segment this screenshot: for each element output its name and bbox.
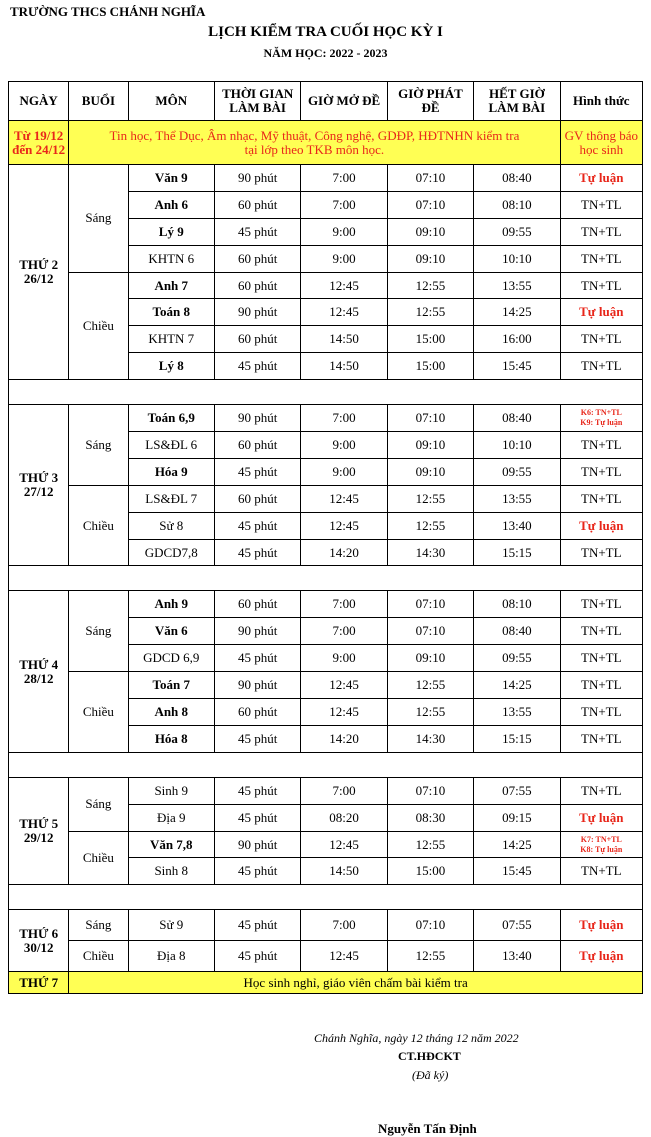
open-time-cell: 7:00 — [301, 191, 387, 218]
open-time-cell: 9:00 — [301, 458, 387, 485]
duration-cell: 60 phút — [214, 191, 300, 218]
day-name: THỨ 3 — [19, 470, 59, 486]
end-time-cell: 15:45 — [474, 858, 560, 885]
hand-out-time-cell: 09:10 — [387, 458, 473, 485]
hand-out-time-cell: 09:10 — [387, 432, 473, 459]
hand-out-time-cell: 12:55 — [387, 672, 473, 699]
open-time-cell: 12:45 — [301, 941, 387, 972]
duration-cell: 45 phút — [214, 941, 300, 972]
open-time-cell: 08:20 — [301, 804, 387, 831]
format-cell: Tự luận — [560, 512, 642, 539]
subject-cell: GDCD 6,9 — [128, 645, 214, 672]
open-time-cell: 12:45 — [301, 299, 387, 326]
separator-row — [9, 885, 643, 910]
subject-cell: Văn 9 — [128, 165, 214, 192]
duration-cell: 45 phút — [214, 725, 300, 752]
duration-cell: 45 phút — [214, 218, 300, 245]
day-cell — [9, 777, 69, 885]
subject-cell: Sử 9 — [128, 910, 214, 941]
table-row — [9, 591, 643, 618]
hand-out-time-cell: 15:00 — [387, 858, 473, 885]
exam-schedule-table — [8, 81, 643, 994]
subject-cell: Địa 8 — [128, 941, 214, 972]
day-date: 30/12 — [23, 939, 54, 955]
open-time-cell: 12:45 — [301, 831, 387, 858]
end-time-cell: 14:25 — [474, 831, 560, 858]
subject-cell: KHTN 6 — [128, 245, 214, 272]
duration-cell: 45 phút — [214, 858, 300, 885]
duration-cell: 90 phút — [214, 672, 300, 699]
end-time-cell: 13:40 — [474, 512, 560, 539]
col-header-end-time: HẾT GIỜ LÀM BÀI — [474, 82, 560, 121]
format-cell: TN+TL — [560, 218, 642, 245]
hand-out-time-cell: 09:10 — [387, 218, 473, 245]
open-time-cell: 9:00 — [301, 645, 387, 672]
hand-out-time-cell: 07:10 — [387, 910, 473, 941]
footer-signer-name: Nguyễn Tấn Định — [378, 1121, 477, 1136]
subject-cell: Hóa 8 — [128, 725, 214, 752]
format-cell: Tự luận — [560, 910, 642, 941]
duration-cell: 45 phút — [214, 777, 300, 804]
format-cell: TN+TL — [560, 699, 642, 726]
hand-out-time-cell: 12:55 — [387, 299, 473, 326]
duration-cell: 60 phút — [214, 699, 300, 726]
intro-format: GV thông báo học sinh — [560, 121, 642, 165]
end-time-cell: 08:10 — [474, 191, 560, 218]
format-line: K9: Tự luận — [580, 418, 623, 428]
open-time-cell: 14:50 — [301, 326, 387, 353]
session-cell: Sáng — [69, 405, 128, 486]
open-time-cell: 14:20 — [301, 539, 387, 566]
session-cell: Sáng — [69, 777, 128, 831]
duration-cell: 90 phút — [214, 618, 300, 645]
end-time-cell: 13:55 — [474, 485, 560, 512]
hand-out-time-cell: 07:10 — [387, 165, 473, 192]
hand-out-time-cell: 07:10 — [387, 618, 473, 645]
duration-cell: 45 phút — [214, 539, 300, 566]
saturday-row — [9, 972, 643, 994]
session-cell: Chiều — [69, 485, 128, 566]
end-time-cell: 08:40 — [474, 405, 560, 432]
hand-out-time-cell: 12:55 — [387, 272, 473, 299]
hand-out-time-cell: 07:10 — [387, 405, 473, 432]
day-cell — [9, 165, 69, 380]
format-cell — [560, 405, 642, 432]
day-name: THỨ 5 — [19, 816, 59, 832]
duration-cell: 60 phút — [214, 485, 300, 512]
day-cell — [9, 591, 69, 752]
separator-cell — [9, 885, 643, 910]
col-header-duration: THỜI GIAN LÀM BÀI — [214, 82, 300, 121]
open-time-cell: 12:45 — [301, 512, 387, 539]
subject-cell: GDCD7,8 — [128, 539, 214, 566]
open-time-cell: 12:45 — [301, 485, 387, 512]
hand-out-time-cell: 12:55 — [387, 485, 473, 512]
format-cell: TN+TL — [560, 618, 642, 645]
open-time-cell: 7:00 — [301, 777, 387, 804]
separator-cell — [9, 380, 643, 405]
subject-cell: Văn 7,8 — [128, 831, 214, 858]
subject-cell: Hóa 9 — [128, 458, 214, 485]
day-date: 29/12 — [23, 830, 54, 846]
duration-cell: 45 phút — [214, 353, 300, 380]
hand-out-time-cell: 07:10 — [387, 591, 473, 618]
footer-signed: (Đã ký) — [412, 1068, 449, 1082]
col-header-subject: MÔN — [128, 82, 214, 121]
subject-cell: Toán 7 — [128, 672, 214, 699]
table-row — [9, 672, 643, 699]
schedule-body — [9, 121, 643, 994]
duration-cell: 60 phút — [214, 245, 300, 272]
duration-cell: 60 phút — [214, 326, 300, 353]
session-cell: Sáng — [69, 910, 128, 941]
page-title: LỊCH KIỂM TRA CUỐI HỌC KỲ I — [208, 24, 443, 40]
subject-cell: Anh 8 — [128, 699, 214, 726]
format-cell: Tự luận — [560, 299, 642, 326]
hand-out-time-cell: 09:10 — [387, 645, 473, 672]
open-time-cell: 14:50 — [301, 858, 387, 885]
open-time-cell: 12:45 — [301, 272, 387, 299]
end-time-cell: 09:55 — [474, 458, 560, 485]
subject-cell: Văn 6 — [128, 618, 214, 645]
col-header-format: Hình thức — [560, 82, 642, 121]
subject-cell: LS&ĐL 7 — [128, 485, 214, 512]
col-header-open-time: GIỜ MỞ ĐỀ — [301, 82, 387, 121]
subject-cell: Anh 6 — [128, 191, 214, 218]
day-cell — [9, 405, 69, 566]
hand-out-time-cell: 12:55 — [387, 831, 473, 858]
end-time-cell: 15:45 — [474, 353, 560, 380]
table-row — [9, 165, 643, 192]
table-row — [9, 777, 643, 804]
format-line: K6: TN+TL — [580, 408, 622, 418]
end-time-cell: 16:00 — [474, 326, 560, 353]
end-time-cell: 08:10 — [474, 591, 560, 618]
table-row — [9, 405, 643, 432]
day-date: 26/12 — [23, 271, 54, 287]
session-cell: Sáng — [69, 591, 128, 672]
end-time-cell: 10:10 — [474, 432, 560, 459]
hand-out-time-cell: 12:55 — [387, 512, 473, 539]
end-time-cell: 09:55 — [474, 645, 560, 672]
subject-cell: Lý 9 — [128, 218, 214, 245]
format-cell: TN+TL — [560, 326, 642, 353]
subject-cell: Lý 8 — [128, 353, 214, 380]
intro-row — [9, 121, 643, 165]
intro-subjects: Tin học, Thể Dục, Âm nhạc, Mỹ thuật, Công nghệ, GDĐP, HĐTNHN kiểm tra tại lớp theo TKB môn học. — [69, 121, 560, 165]
hand-out-time-cell: 15:00 — [387, 353, 473, 380]
duration-cell: 45 phút — [214, 645, 300, 672]
end-time-cell: 14:25 — [474, 299, 560, 326]
separator-cell — [9, 752, 643, 777]
open-time-cell: 14:50 — [301, 353, 387, 380]
hand-out-time-cell: 08:30 — [387, 804, 473, 831]
separator-row — [9, 380, 643, 405]
open-time-cell: 7:00 — [301, 618, 387, 645]
header-row — [9, 82, 643, 121]
duration-cell: 60 phút — [214, 432, 300, 459]
format-cell: Tự luận — [560, 165, 642, 192]
saturday-day: THỨ 7 — [9, 972, 69, 994]
format-cell: TN+TL — [560, 645, 642, 672]
hand-out-time-cell: 12:55 — [387, 699, 473, 726]
subject-cell: Địa 9 — [128, 804, 214, 831]
day-name: THỨ 4 — [19, 656, 59, 672]
end-time-cell: 09:55 — [474, 218, 560, 245]
day-name: THỨ 6 — [19, 925, 59, 941]
format-cell: TN+TL — [560, 858, 642, 885]
session-cell: Chiều — [69, 941, 128, 972]
saturday-note: Học sinh nghỉ, giáo viên chấm bài kiểm tra — [69, 972, 643, 994]
table-row — [9, 485, 643, 512]
duration-cell: 90 phút — [214, 165, 300, 192]
col-header-day: NGÀY — [9, 82, 69, 121]
subject-cell: Anh 9 — [128, 591, 214, 618]
format-cell: TN+TL — [560, 458, 642, 485]
table-row — [9, 272, 643, 299]
day-date: 27/12 — [23, 484, 54, 500]
end-time-cell: 09:15 — [474, 804, 560, 831]
table-row — [9, 910, 643, 941]
subject-cell: Sử 8 — [128, 512, 214, 539]
open-time-cell: 7:00 — [301, 591, 387, 618]
end-time-cell: 13:55 — [474, 272, 560, 299]
duration-cell: 90 phút — [214, 299, 300, 326]
hand-out-time-cell: 15:00 — [387, 326, 473, 353]
subject-cell: LS&ĐL 6 — [128, 432, 214, 459]
separator-row — [9, 566, 643, 591]
subject-cell: KHTN 7 — [128, 326, 214, 353]
end-time-cell: 15:15 — [474, 725, 560, 752]
open-time-cell: 7:00 — [301, 910, 387, 941]
hand-out-time-cell: 07:10 — [387, 777, 473, 804]
format-cell: TN+TL — [560, 353, 642, 380]
format-line: K7: TN+TL — [580, 834, 622, 844]
subject-cell: Toán 6,9 — [128, 405, 214, 432]
end-time-cell: 15:15 — [474, 539, 560, 566]
open-time-cell: 9:00 — [301, 245, 387, 272]
format-cell — [560, 831, 642, 858]
format-cell: TN+TL — [560, 591, 642, 618]
end-time-cell: 10:10 — [474, 245, 560, 272]
format-cell: TN+TL — [560, 191, 642, 218]
school-name: TRƯỜNG THCS CHÁNH NGHĨA — [10, 4, 206, 19]
footer-place-date: Chánh Nghĩa, ngày 12 tháng 12 năm 2022 — [314, 1031, 519, 1045]
duration-cell: 90 phút — [214, 405, 300, 432]
duration-cell: 45 phút — [214, 910, 300, 941]
separator-row — [9, 752, 643, 777]
duration-cell: 90 phút — [214, 831, 300, 858]
format-line: K8: Tự luận — [580, 844, 623, 854]
subject-cell: Sinh 8 — [128, 858, 214, 885]
end-time-cell: 13:55 — [474, 699, 560, 726]
hand-out-time-cell: 14:30 — [387, 539, 473, 566]
footer-role: CT.HĐCKT — [398, 1049, 461, 1063]
subject-cell: Anh 7 — [128, 272, 214, 299]
day-date: 28/12 — [23, 670, 54, 686]
session-cell: Chiều — [69, 831, 128, 885]
end-time-cell: 07:55 — [474, 910, 560, 941]
format-cell: Tự luận — [560, 804, 642, 831]
format-cell: TN+TL — [560, 272, 642, 299]
intro-date: Từ 19/12 đến 24/12 — [9, 121, 69, 165]
hand-out-time-cell: 12:55 — [387, 941, 473, 972]
table-row — [9, 941, 643, 972]
session-cell: Sáng — [69, 165, 128, 273]
session-cell: Chiều — [69, 272, 128, 380]
session-cell: Chiều — [69, 672, 128, 753]
open-time-cell: 12:45 — [301, 672, 387, 699]
col-header-hand-out-time: GIỜ PHÁT ĐỀ — [387, 82, 473, 121]
subject-cell: Toán 8 — [128, 299, 214, 326]
format-cell: TN+TL — [560, 777, 642, 804]
end-time-cell: 14:25 — [474, 672, 560, 699]
open-time-cell: 14:20 — [301, 725, 387, 752]
format-cell: TN+TL — [560, 539, 642, 566]
table-row — [9, 831, 643, 858]
hand-out-time-cell: 09:10 — [387, 245, 473, 272]
format-cell: TN+TL — [560, 672, 642, 699]
subject-cell: Sinh 9 — [128, 777, 214, 804]
hand-out-time-cell: 14:30 — [387, 725, 473, 752]
open-time-cell: 12:45 — [301, 699, 387, 726]
format-cell: Tự luận — [560, 941, 642, 972]
end-time-cell: 08:40 — [474, 618, 560, 645]
day-name: THỨ 2 — [19, 257, 59, 273]
duration-cell: 60 phút — [214, 591, 300, 618]
duration-cell: 60 phút — [214, 272, 300, 299]
open-time-cell: 9:00 — [301, 432, 387, 459]
school-year: NĂM HỌC: 2022 - 2023 — [263, 46, 388, 60]
open-time-cell: 7:00 — [301, 165, 387, 192]
day-cell — [9, 910, 69, 972]
duration-cell: 45 phút — [214, 804, 300, 831]
format-cell: TN+TL — [560, 725, 642, 752]
end-time-cell: 13:40 — [474, 941, 560, 972]
format-cell: TN+TL — [560, 485, 642, 512]
col-header-session: BUỔI — [69, 82, 128, 121]
open-time-cell: 7:00 — [301, 405, 387, 432]
end-time-cell: 07:55 — [474, 777, 560, 804]
format-cell: TN+TL — [560, 245, 642, 272]
hand-out-time-cell: 07:10 — [387, 191, 473, 218]
open-time-cell: 9:00 — [301, 218, 387, 245]
separator-cell — [9, 566, 643, 591]
duration-cell: 45 phút — [214, 458, 300, 485]
end-time-cell: 08:40 — [474, 165, 560, 192]
format-cell: TN+TL — [560, 432, 642, 459]
duration-cell: 45 phút — [214, 512, 300, 539]
